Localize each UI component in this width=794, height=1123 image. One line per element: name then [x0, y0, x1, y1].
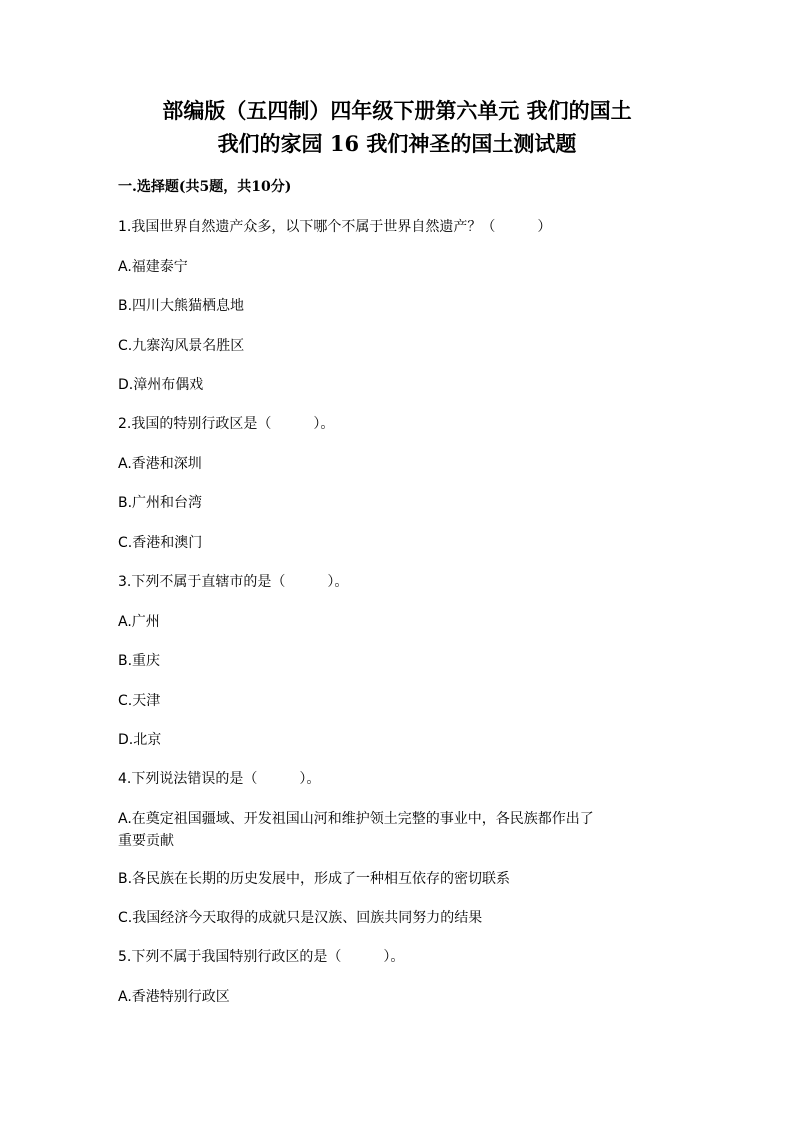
question-2-option-c: C.香港和澳门: [118, 535, 203, 551]
question-4-option-b: B.各民族在长期的历史发展中，形成了一种相互依存的密切联系: [118, 871, 511, 887]
question-5-option-a: A.香港特别行政区: [118, 989, 230, 1005]
question-1-option-b: B.四川大熊猫栖息地: [118, 298, 245, 314]
question-4-stem: 4.下列说法错误的是（ ）。: [118, 771, 321, 787]
question-4-option-a: A.在奠定祖国疆域、开发祖国山河和维护领土完整的事业中，各民族都作出了: [118, 811, 594, 827]
question-3-stem: 3.下列不属于直辖市的是（ ）。: [118, 574, 349, 590]
question-1-option-d: D.漳州布偶戏: [118, 377, 204, 393]
question-1-option-a: A.福建泰宁: [118, 259, 188, 275]
question-3-option-c: C.天津: [118, 693, 161, 709]
question-5-stem: 5.下列不属于我国特别行政区的是（ ）。: [118, 949, 405, 965]
page-title-line-1: 部编版（五四制）四年级下册第六单元 我们的国土: [162, 98, 632, 123]
question-2-option-a: A.香港和深圳: [118, 456, 202, 472]
question-1-option-c: C.九寨沟风景名胜区: [118, 338, 245, 354]
question-1-stem: 1.我国世界自然遗产众多，以下哪个不属于世界自然遗产？（ ）: [118, 219, 552, 235]
question-2-option-b: B.广州和台湾: [118, 495, 203, 511]
question-4-option-a-continued: 重要贡献: [118, 833, 174, 849]
question-2-stem: 2.我国的特别行政区是（ ）。: [118, 416, 335, 432]
section-heading: 一.选择题(共5题，共10分): [118, 179, 292, 195]
question-4-option-c: C.我国经济今天取得的成就只是汉族、回族共同努力的结果: [118, 910, 483, 926]
question-3-option-b: B.重庆: [118, 653, 161, 669]
page-title-line-2: 我们的家园 16 我们神圣的国土测试题: [217, 131, 577, 156]
question-3-option-a: A.广州: [118, 614, 160, 630]
question-3-option-d: D.北京: [118, 732, 162, 748]
